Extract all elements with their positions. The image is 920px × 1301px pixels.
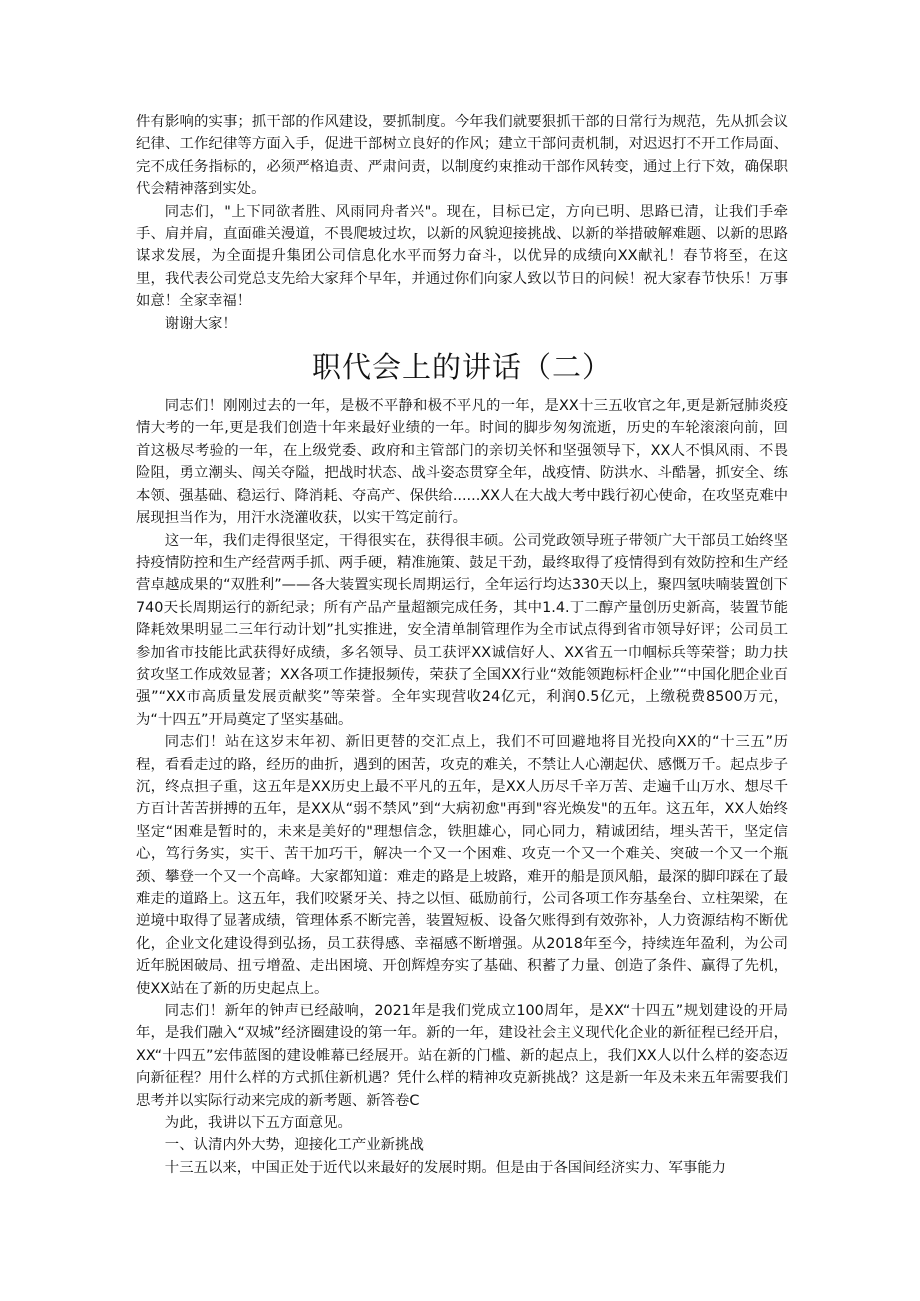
paragraph: 同志们，"上下同欲者胜、风雨同舟者兴"。现在，目标已定，方向已明、思路已清，让我们手牵手、肩并肩，直面碓关漫道，不畏爬坡过坎，以新的风貌迎接挑战、以新的举措破解难题、以新的思路谋求发展，为全面提升集团公司信息化水平而努力奋斗，以优异的成绩向XX献礼！春节将至，在这里，我代表公司党总支先给大家拜个早年，并通过你们向家人致以节日的问候！祝大家春节快乐！万事如意！全家幸福！ (136, 203, 788, 310)
paragraph: 这一年，我们走得很坚定，干得很实在，获得很丰硕。公司党政领导班子带领广大干部员工始终坚持疫情防控和生产经营两手抓、两手硬，精准施策、鼓足干劲，最终取得了疫情得到有效防控和生产经营卓越成果的“双胜利”——各大装置实现长周期运行，全年运行均达330天以上，聚四氢呋喃装置创下740天长周期运行的新纪录；所有产品产量超额完成任务，其中1.4.丁二醇产量创历史新高，装置节能降耗效果明显二三年行动计划”扎实推进，安全清单制管理作为全市试点得到省市领导好评；公司员工参加省市技能比武获得好成绩，多名领导、员工获评XX诚信好人、XX省五一巾帼标兵等荣誉；助力扶贫攻坚工作成效显著；XX各项工作捷报频传，荣获了全国XX行业“效能领跑标杆企业”“中国化肥企业百强”“XX市高质量发展贡献奖”等荣誉。全年实现营收24亿元，利润0.5亿元，上缴税费8500万元，为“十四五”开局奠定了坚实基础。 (136, 532, 788, 728)
paragraph: 同志们！站在这岁末年初、新旧更替的交汇点上，我们不可回避地将目光投向XX的“十三五”历程，看看走过的路，经历的曲折，遇到的困苦，攻克的难关，不禁让人心潮起伏、感慨万千。起点步子沉，终点担子重，这五年是XX历史上最不平凡的五年，是XX人历尽千辛万苦、走遍千山万水、想尽千方百计苦苦拼搏的五年，是XX从“弱不禁风”到“大病初愈"再到"容光焕发"的五年。这五年，XX人始终坚定“困难是暂时的，未来是美好的"理想信念，铁胆雄心，同心同力，精诚团结，埋头苦干，坚定信心，笃行务实，实干、苦干加巧干，解决一个又一个困难、攻克一个又一个难关、突破一个又一个瓶颈、攀登一个又一个高峰。大家都知道：难走的路是上坡路，难开的船是顶风船，最深的脚印踩在了最难走的道路上。这五年，我们咬紧牙关、持之以恒、砥励前行，公司各项工作夯基垒台、立柱架梁，在逆境中取得了显著成绩，管理体系不断完善，装置短板、设备欠账得到有效弥补，人力资源结构不断优化，企业文化建设得到弘扬，员工获得感、幸福感不断增强。从2018年至今，持续连年盈利，为公司近年脱困破局、扭亏增盈、走出困境、开创辉煌夯实了基础、积蓄了力量、创造了条件、赢得了先机，使XX站在了新的历史起点上。 (136, 734, 788, 997)
paragraph: 同志们！刚刚过去的一年，是极不平静和极不平凡的一年，是XX十三五收官之年,更是新冠肺炎疫情大考的一年,更是我们创造十年来最好业绩的一年。时间的脚步匆匆流逝，历史的车轮滚滚向前，回首这极尽考验的一年，在上级党委、政府和主管部门的亲切关怀和坚强领导下，XX人不惧风雨、不畏险阻，勇立潮头、闯关夺隘，把战时状态、战斗姿态贯穿全年，战疫情、防洪水、斗酷暑，抓安全、练本领、强基础、稳运行、降消耗、夺高产、保供给......XX人在大战大考中践行初心使命，在攻坚克难中展现担当作为，用汗水浇灌收获，以实干笃定前行。 (136, 398, 788, 527)
section-heading: 一、认清内外大势，迎接化工产业新挑战 (164, 1137, 424, 1154)
paragraph: 同志们！新年的钟声已经敲响，2021年是我们党成立100周年，是XX“十四五”规划建设的开局年，是我们融入“双城”经济圈建设的第一年。新的一年，建设社会主义现代化企业的新征程已经开启，XX“十四五”宏伟蓝图的建设帷幕已经展开。站在新的门槛、新的起点上，我们XX人以什么样的姿态迈向新征程？用什么样的方式抓住新机遇？凭什么样的精神攻克新挑战？这是新一年及未来五年需要我们思考并以实际行动来完成的新考题、新答卷C (136, 1003, 788, 1109)
paragraph: 十三五以来，中国正处于近代以来最好的发展时期。但是由于各国间经济实力、军事能力 (164, 1159, 727, 1176)
section-title: 职代会上的讲话（二） (311, 350, 612, 385)
paragraph: 为此，我讲以下五方面意见。 (164, 1115, 352, 1132)
document-body (136, 111, 788, 1179)
paragraph: 谢谢大家！ (164, 315, 237, 332)
paragraph: 件有影响的实事；抓干部的作风建设，要抓制度。今年我们就要狠抓干部的日常行为规范，先从抓会议纪律、工作纪律等方面入手，促进干部树立良好的作风；建立干部问责机制，对迟迟打不开工作局面、完不成任务指标的，必须严格追责、严肃问责，以制度约束推动干部作风转变，通过上行下效，确保职代会精神落到实处。 (136, 114, 788, 198)
